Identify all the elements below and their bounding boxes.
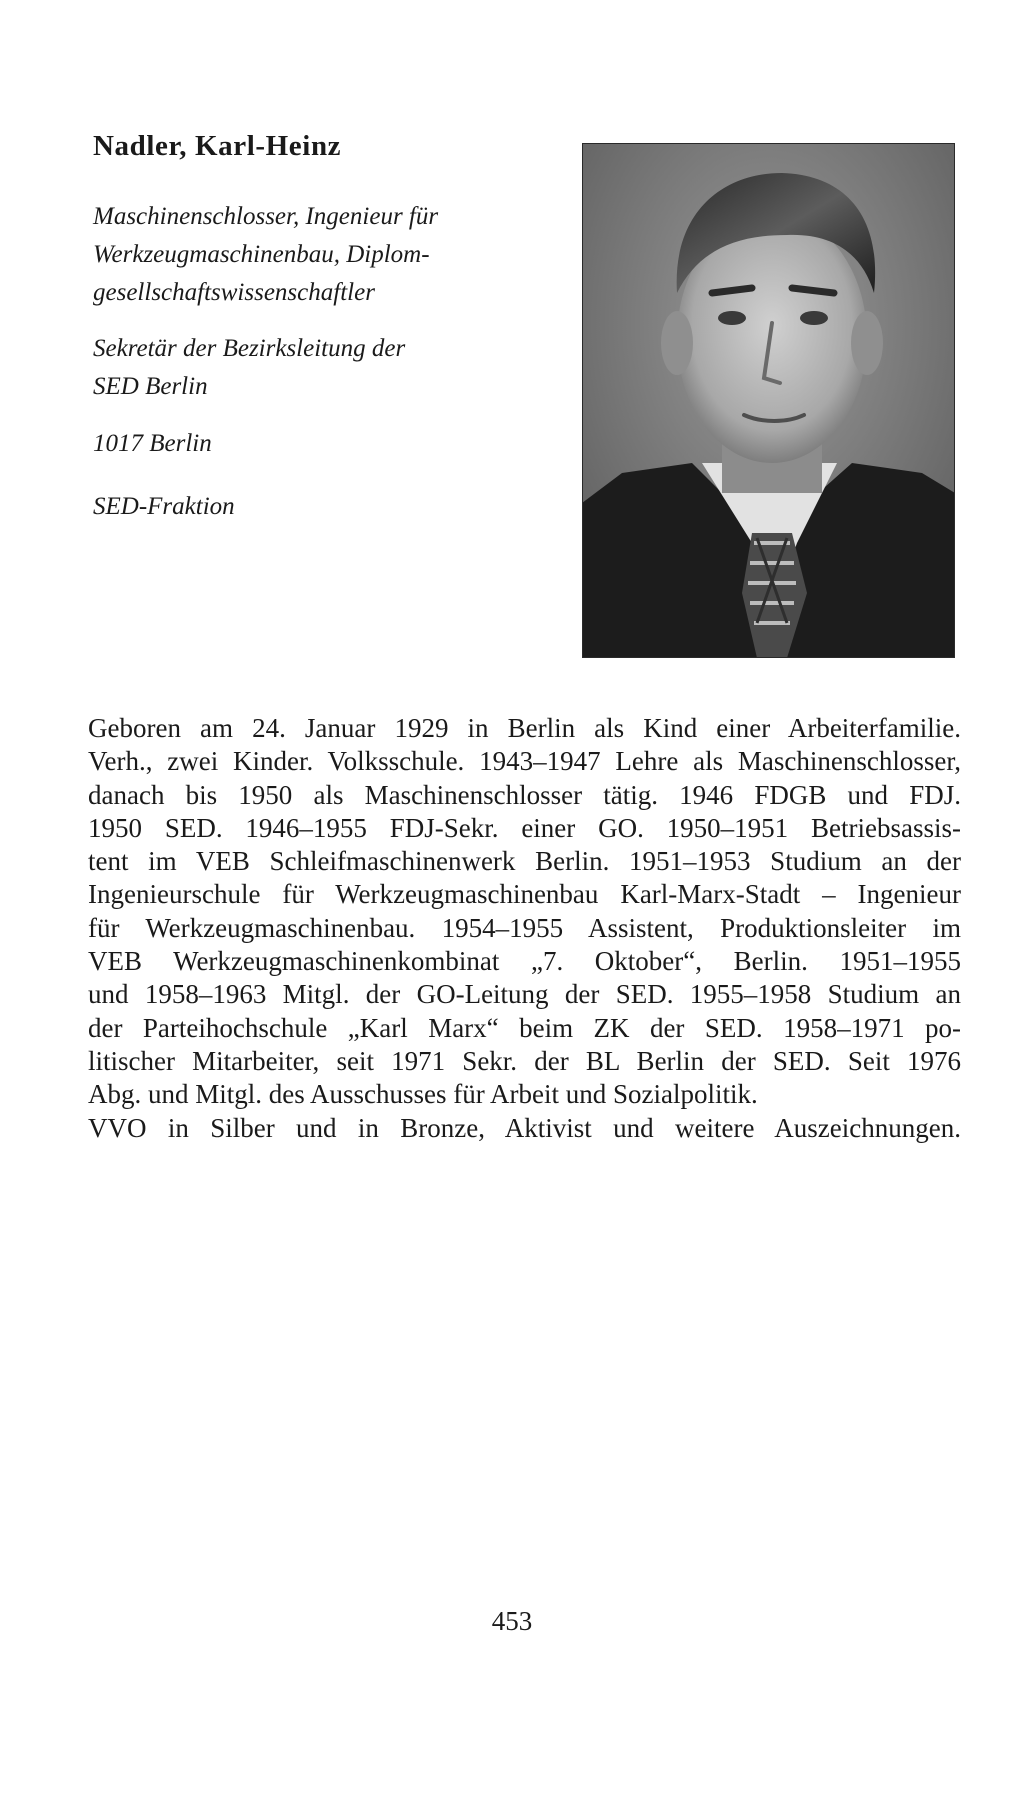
awards-line: VVO in Silber und in Bronze, Aktivist und weitere Auszeichnungen. [88, 1112, 961, 1143]
biography-line: litischer Mitarbeiter, seit 1971 Sekr. der BL Berlin der SED. Seit 1976 [88, 1045, 961, 1076]
biography-line: und 1958–1963 Mitgl. der GO-Leitung der SED. 1955–1958 Studium an [88, 979, 961, 1010]
biography-text [88, 712, 961, 1145]
biography-line: Abg. und Mitgl. des Ausschusses für Arbeit und Sozialpolitik. [88, 1079, 758, 1110]
biography-line: für Werkzeugmaschinenbau. 1954–1955 Assistent, Produktionsleiter im [88, 912, 961, 943]
occupation-line: gesellschaftswissenschaftler [93, 279, 375, 306]
entry-position [93, 330, 405, 406]
biography-line: danach bis 1950 als Maschinenschlosser tätig. 1946 FDGB und FDJ. [88, 779, 961, 810]
occupation-line: Werkzeugmaschinenbau, Diplom- [93, 241, 430, 268]
page-number: 453 [491, 1606, 533, 1636]
occupation-line: Maschinenschlosser, Ingenieur für [93, 203, 439, 230]
biography-line: VEB Werkzeugmaschinenkombinat „7. Oktober“, Berlin. 1951–1955 [88, 946, 961, 977]
biography-line: Ingenieurschule für Werkzeugmaschinenbau Karl-Marx-Stadt – Ingenieur [88, 879, 961, 910]
portrait-illustration [582, 143, 955, 658]
biography-line: Geboren am 24. Januar 1929 in Berlin als Kind einer Arbeiterfamilie. [88, 713, 961, 743]
entry-occupation [93, 198, 438, 312]
biography-line: 1950 SED. 1946–1955 FDJ-Sekr. einer GO. 1950–1951 Betriebsassis- [88, 812, 961, 843]
portrait-photo [582, 143, 955, 658]
entry-faction: SED-Fraktion [93, 493, 235, 520]
entry-name: Nadler, Karl-Heinz [93, 130, 342, 162]
entry-location: 1017 Berlin [93, 430, 212, 457]
position-line: SED Berlin [93, 373, 208, 400]
biography-line: tent im VEB Schleifmaschinenwerk Berlin. 1951–1953 Studium an der [88, 846, 961, 877]
biography-line: Verh., zwei Kinder. Volksschule. 1943–1947 Lehre als Maschinenschlosser, [88, 746, 961, 777]
biography-line: der Parteihochschule „Karl Marx“ beim ZK der SED. 1958–1971 po- [88, 1012, 961, 1043]
position-line: Sekretär der Bezirksleitung der [93, 335, 406, 362]
